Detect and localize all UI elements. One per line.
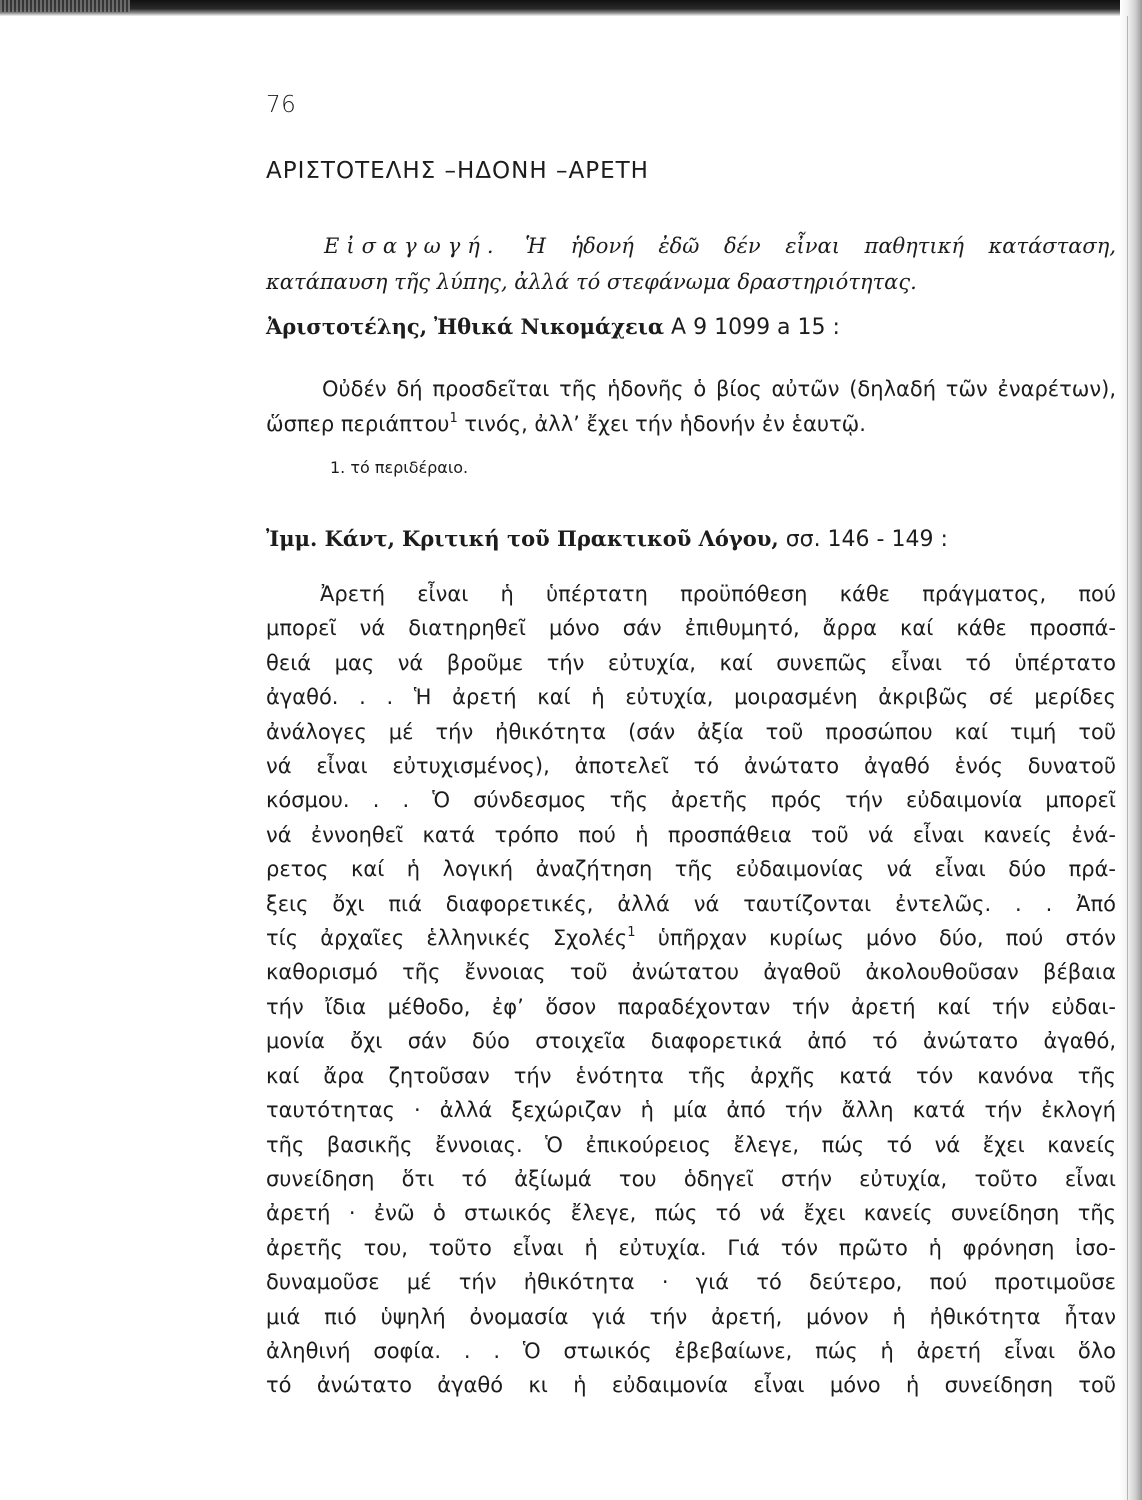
scan-right-edge <box>1120 0 1142 1500</box>
page-number: 76 <box>266 92 297 118</box>
introduction-paragraph <box>266 228 1116 300</box>
kant-quote-line: τήν ἴδια μέθοδο, ἐφ’ ὅσον παραδέχονταν τήν ἀρετή καί τήν εὐδαι- <box>266 994 1116 1019</box>
kant-quote-line: ἀνάλογες μέ τήν ἠθικότητα (σάν ἀξία τοῦ προσώπου καί τιμή τοῦ <box>266 719 1116 744</box>
kant-reference: σσ. 146 - 149 : <box>785 527 948 552</box>
kant-quote-line: νά εἶναι εὐτυχισμένος), ἀποτελεῖ τό ἀνώτατο ἀγαθό ἑνός δυνατοῦ <box>266 754 1116 779</box>
kant-quote-line: μπορεῖ νά διατηρηθεῖ μόνο σάν ἐπιθυμητό, ἄρρα καί κάθε προσπά- <box>266 616 1116 641</box>
kant-quote-line: ἀρετή · ἐνῶ ὁ στωικός ἔλεγε, πώς τό νά ἔχει κανείς συνείδηση τῆς <box>266 1201 1116 1226</box>
kant-work-title: Κριτική τοῦ Πρακτικοῦ Λόγου, <box>402 526 779 551</box>
kant-quote-line: τῆς βασικῆς ἔννοιας. Ὁ ἐπικούρειος ἔλεγε, πώς τό νά ἔχει κανείς <box>266 1132 1116 1157</box>
aristotle-reference: Α 9 1099 a 15 : <box>671 315 840 340</box>
scan-top-edge <box>0 0 1142 16</box>
introduction-label: Εἰσαγωγή. <box>324 234 501 258</box>
kant-quote-line: Ἀρετή εἶναι ἡ ὑπέρτατη προϋπόθεση κάθε πράγματος, πού <box>320 582 1116 606</box>
aristotle-quote-part-a: Οὐδέν δή προσδεῖται τῆς ἡδονῆς ὁ βίος αὐτῶν (δηλαδή τῶν ἐναρέτων), ὥσπερ περιάπτου <box>266 377 1116 436</box>
aristotle-work-title: Ἠθικά Νικομάχεια <box>434 314 665 339</box>
aristotle-footnote-mark: 1 <box>449 411 458 426</box>
kant-quote-line: νά ἐννοηθεῖ κατά τρόπο πού ἡ προσπάθεια τοῦ νά εἶναι κανείς ἐνά- <box>266 822 1116 847</box>
aristotle-footnote: 1. τό περιδέραιο. <box>330 458 469 477</box>
kant-quote-line: καί ἄρα ζητοῦσαν τήν ἑνότητα τῆς ἀρχῆς κατά τόν κανόνα τῆς <box>266 1063 1116 1088</box>
kant-quote-line: μονία ὄχι σάν δύο στοιχεῖα διαφορετικά ἀπό τό ἀνώτατο ἀγαθό, <box>266 1029 1116 1054</box>
kant-author: Ἰμμ. Κάντ, <box>266 526 395 551</box>
introduction-text: Ἡ ἡδονή ἐδῶ δέν εἶναι παθητική κατάσταση, κατάπαυση τῆς λύπης, ἀλλά τό στεφάνωμα δραστηριότητας. <box>266 234 1116 294</box>
kant-footnote-mark: 1 <box>627 925 636 941</box>
kant-quote-line: ρετος καί ἡ λογική ἀναζήτηση τῆς εὐδαιμονίας νά εἶναι δύο πρά- <box>266 857 1116 882</box>
scan-corner-shadow <box>0 0 130 12</box>
kant-quote-line: συνείδηση ὅτι τό ἀξίωμά του ὁδηγεῖ στήν εὐτυχία, τοῦτο εἶναι <box>266 1166 1116 1191</box>
kant-quote-line: μιά πιό ὑψηλή ὀνομασία γιά τήν ἀρετή, μόνον ἡ ἠθικότητα ἦταν <box>266 1304 1116 1329</box>
kant-quote-line: ἀγαθό. . . Ἡ ἀρετή καί ἡ εὐτυχία, μοιρασμένη ἀκριβῶς σέ μερίδες <box>266 685 1116 710</box>
kant-quote-line: καθορισμό τῆς ἔννοιας τοῦ ἀνώτατου ἀγαθοῦ ἀκολουθοῦσαν βέβαια <box>266 960 1116 985</box>
aristotle-source-heading <box>266 314 840 340</box>
kant-quote-line-with-footnote <box>266 921 1116 955</box>
aristotle-quote <box>266 372 1116 442</box>
kant-quote-line: ἀληθινή σοφία. . . Ὁ στωικός ἐβεβαίωνε, πώς ἡ ἀρετή εἶναι ὅλο <box>266 1338 1116 1363</box>
kant-quote-line-part-a: τίς ἀρχαῖες ἑλληνικές Σχολές <box>266 926 628 951</box>
scan-gutter-line <box>1127 16 1128 1500</box>
kant-quote-line-part-b: ὑπῆρχαν κυρίως μόνο δύο, πού στόν <box>657 926 1116 951</box>
kant-quote-line: τό ἀνώτατο ἀγαθό κι ἡ εὐδαιμονία εἶναι μόνο ἡ συνείδηση τοῦ <box>266 1373 1116 1398</box>
kant-quote-line: δυναμοῦσε μέ τήν ἠθικότητα · γιά τό δεύτερο, πού προτιμοῦσε <box>266 1270 1116 1295</box>
aristotle-author: Ἀριστοτέλης, <box>266 314 428 339</box>
kant-quote-line: ἀρετῆς του, τοῦτο εἶναι ἡ εὐτυχία. Γιά τόν πρῶτο ἡ φρόνηση ἰσο- <box>266 1235 1116 1260</box>
aristotle-quote-part-b: τινός, ἀλλ’ ἔχει τήν ἡδονήν ἐν ἑαυτῷ. <box>464 412 866 436</box>
kant-quote-line: κόσμου. . . Ὁ σύνδεσμος τῆς ἀρετῆς πρός τήν εὐδαιμονία μπορεῖ <box>266 788 1116 813</box>
kant-quote-line: ταυτότητας · ἀλλά ξεχώριζαν ἡ μία ἀπό τήν ἄλλη κατά τήν ἐκλογή <box>266 1098 1116 1123</box>
kant-source-heading <box>266 526 948 552</box>
kant-quote-line: θειά μας νά βροῦμε τήν εὐτυχία, καί συνεπῶς εἶναι τό ὑπέρτατο <box>266 650 1116 675</box>
kant-quote-line: ξεις ὄχι πιά διαφορετικές, ἀλλά νά ταυτίζονται ἐντελῶς. . . Ἀπό <box>266 891 1116 916</box>
running-head: ΑΡΙΣΤΟΤΕΛΗΣ –ΗΔΟΝΗ –ΑΡΕΤΗ <box>266 158 649 184</box>
kant-quote <box>266 577 1116 1403</box>
